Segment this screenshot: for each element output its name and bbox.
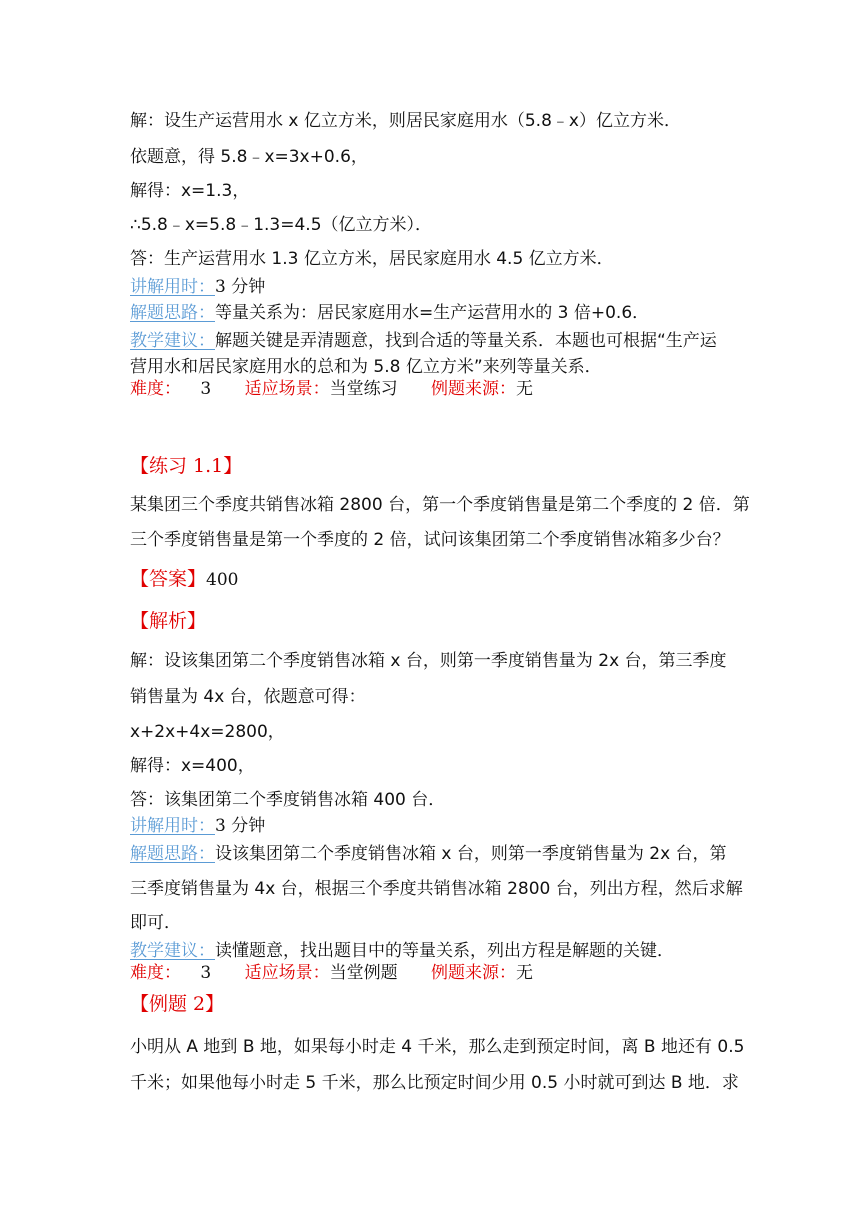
- analysis-heading: 【解析】: [130, 610, 207, 632]
- solution-idea-continued: 三季度销售量为 4x 台，根据三个季度共销售冰箱 2800 台，列出方程，然后求解: [130, 879, 743, 899]
- teaching-advice-value: 解题关键是弄清题意，找到合适的等量关系．本题也可根据“生产运: [215, 331, 717, 351]
- practice-question-line: 某集团三个季度共销售冰箱 2800 台，第一个季度销售量是第二个季度的 2 倍．第: [130, 495, 750, 515]
- analysis-line: 答：该集团第二个季度销售冰箱 400 台．: [130, 790, 446, 810]
- solution-idea-label: 解题思路：: [130, 303, 215, 323]
- source-value: 无: [516, 963, 534, 983]
- solution-line: 答：生产运营用水 1.3 亿立方米，居民家庭用水 4.5 亿立方米．: [130, 249, 614, 269]
- teaching-advice-label: 教学建议：: [130, 331, 215, 351]
- solution-idea-value: 设该集团第二个季度销售冰箱 x 台，则第一季度销售量为 2x 台，第: [215, 844, 727, 864]
- difficulty-label: 难度：: [130, 963, 181, 983]
- difficulty-label: 难度：: [130, 379, 181, 399]
- example-question-line: 小明从 A 地到 B 地，如果每小时走 4 千米，那么走到预定时间，离 B 地还有 0.5: [130, 1037, 745, 1057]
- explain-time-label: 讲解用时：: [130, 816, 215, 836]
- teaching-advice-row: [130, 940, 674, 962]
- explain-time-value: 3 分钟: [215, 277, 266, 297]
- scene-label: 适应场景：: [244, 379, 330, 399]
- answer-label: 【答案】: [130, 568, 207, 590]
- teaching-advice-row: [130, 330, 717, 352]
- meta-row: [130, 378, 533, 400]
- solution-idea-value: 等量关系为：居民家庭用水=生产运营用水的 3 倍+0.6．: [215, 303, 650, 323]
- analysis-line: 解：设该集团第二个季度销售冰箱 x 台，则第一季度销售量为 2x 台，第三季度: [130, 651, 727, 671]
- explain-time-label: 讲解用时：: [130, 277, 215, 297]
- explain-time-value: 3 分钟: [215, 816, 266, 836]
- solution-idea-row: [130, 302, 649, 324]
- example-question-line: 千米；如果他每小时走 5 千米，那么比预定时间少用 0.5 小时就可到达 B 地．求: [130, 1073, 739, 1093]
- solution-line: 解：设生产运营用水 x 亿立方米，则居民家庭用水（5.8﹣x）亿立方米．: [130, 111, 681, 131]
- source-label: 例题来源：: [431, 379, 517, 399]
- analysis-line: 解得：x=400，: [130, 756, 255, 776]
- solution-idea-label: 解题思路：: [130, 844, 215, 864]
- answer-row: [130, 568, 238, 591]
- explain-time-row: [130, 815, 265, 837]
- analysis-line: 销售量为 4x 台，依题意可得：: [130, 687, 366, 707]
- practice-question-line: 三个季度销售量是第一个季度的 2 倍，试问该集团第二个季度销售冰箱多少台？: [130, 530, 730, 550]
- scene-value: 当堂练习: [329, 379, 398, 399]
- source-label: 例题来源：: [431, 963, 517, 983]
- solution-line: 依题意，得 5.8﹣x=3x+0.6，: [130, 147, 368, 167]
- scene-label: 适应场景：: [244, 963, 330, 983]
- example-heading: 【例题 2】: [130, 993, 225, 1015]
- teaching-advice-value: 读懂题意，找出题目中的等量关系，列出方程是解题的关键．: [215, 941, 674, 961]
- meta-row: [130, 962, 533, 984]
- teaching-advice-label: 教学建议：: [130, 941, 215, 961]
- difficulty-value: 3: [200, 963, 212, 983]
- solution-line: ∴5.8﹣x=5.8﹣1.3=4.5（亿立方米）．: [130, 215, 433, 235]
- difficulty-value: 3: [200, 379, 212, 399]
- analysis-line: x+2x+4x=2800，: [130, 722, 285, 742]
- teaching-advice-continued: 营用水和居民家庭用水的总和为 5.8 亿立方米”来列等量关系．: [130, 357, 602, 377]
- scene-value: 当堂例题: [329, 963, 398, 983]
- answer-value: 400: [206, 570, 239, 590]
- practice-heading: 【练习 1.1】: [130, 455, 243, 477]
- solution-line: 解得：x=1.3，: [130, 181, 250, 201]
- source-value: 无: [516, 379, 534, 399]
- solution-idea-row: [130, 843, 727, 865]
- explain-time-row: [130, 276, 265, 298]
- solution-idea-continued: 即可．: [130, 913, 181, 933]
